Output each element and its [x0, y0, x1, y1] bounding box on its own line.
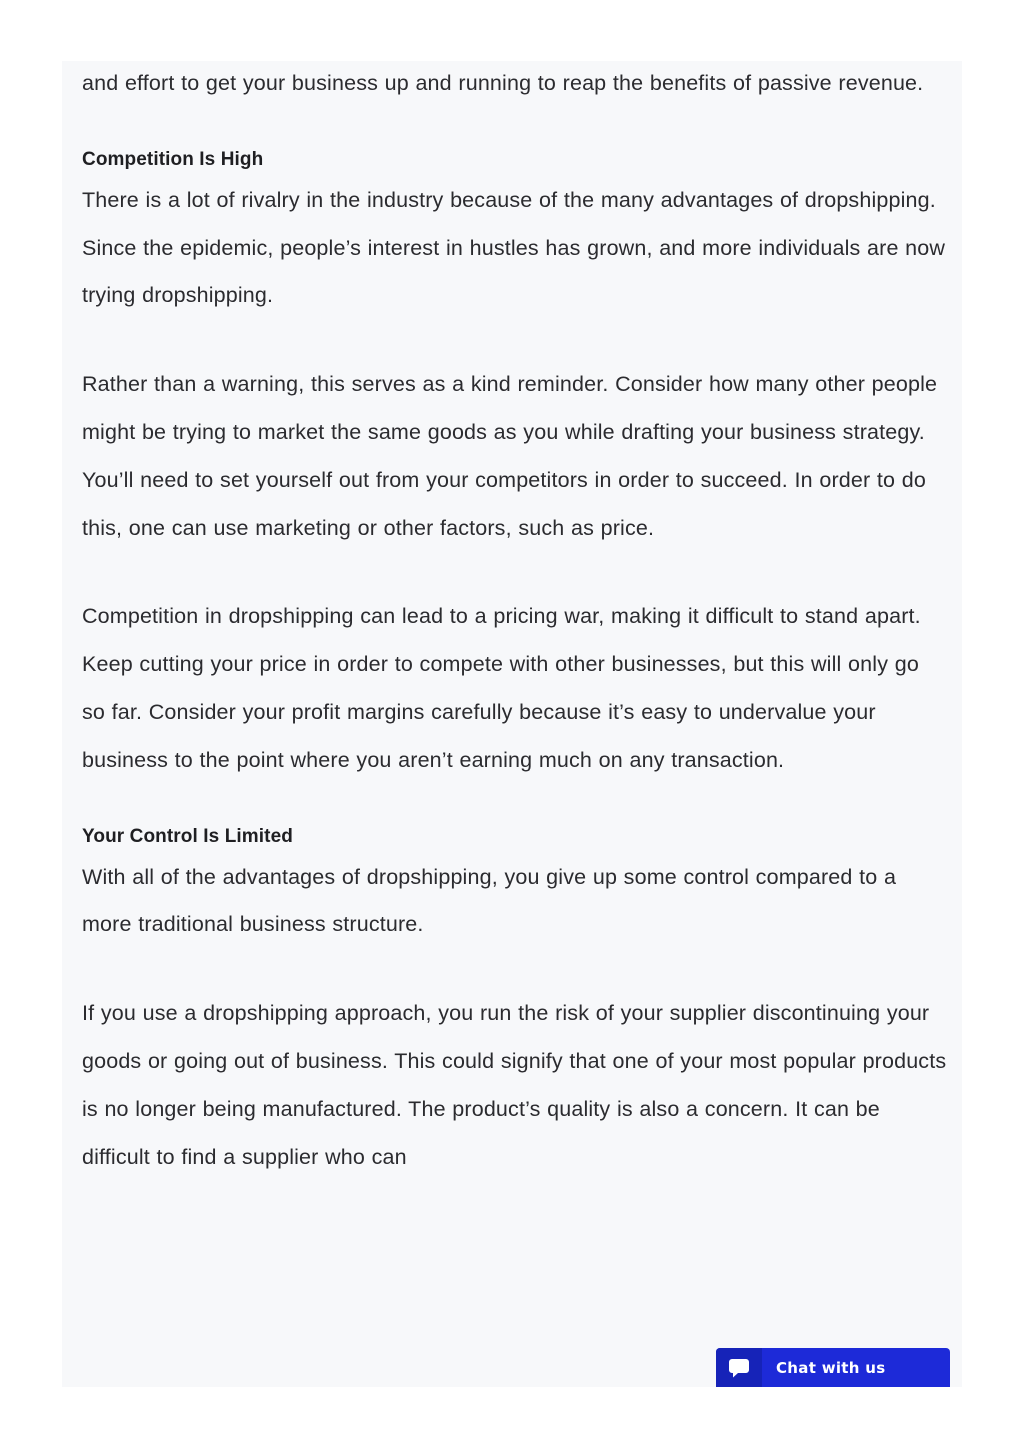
article-content: [62, 61, 962, 1387]
heading-competition-is-high: Competition Is High: [82, 148, 264, 170]
heading-control-is-limited: Your Control Is Limited: [82, 825, 293, 847]
article-body: [82, 61, 947, 1181]
chat-with-us-label: Chat with us: [776, 1358, 886, 1377]
paragraph-give-up-control: With all of the advantages of dropshipping, you give up some control compared to a more traditional business structure.: [82, 864, 897, 937]
speech-bubble-icon: [716, 1348, 762, 1387]
paragraph-supplier-risk: If you use a dropshipping approach, you run the risk of your supplier discontinuing your goods or going out of business. This could signify that one of your most popular products is no longer being manufactured. The product’s quality is also a concern. It can be difficult to find a supplier who can: [82, 1001, 947, 1169]
paragraph-reminder: Rather than a warning, this serves as a kind reminder. Consider how many other people might be trying to market the same goods as you while drafting your business strategy. You’ll need to set yourself out from your competitors in order to succeed. In order to do this, one can use marketing or other factors, such as price.: [82, 372, 938, 540]
paragraph-pricing-war: Competition in dropshipping can lead to a pricing war, making it difficult to stand apart. Keep cutting your price in order to compete with other businesses, but this will only go so far. Consider your profit margins carefully because it’s easy to undervalue your business to the point where you aren’t earning much on any transaction.: [82, 604, 921, 772]
chat-with-us-button[interactable]: [716, 1348, 950, 1387]
paragraph-rivalry: There is a lot of rivalry in the industry because of the many advantages of dropshipping. Since the epidemic, people’s interest in hustles has grown, and more individuals are now trying dropshipping.: [82, 187, 946, 308]
paragraph-passive-revenue: and effort to get your business up and running to reap the benefits of passive revenue.: [82, 71, 924, 95]
